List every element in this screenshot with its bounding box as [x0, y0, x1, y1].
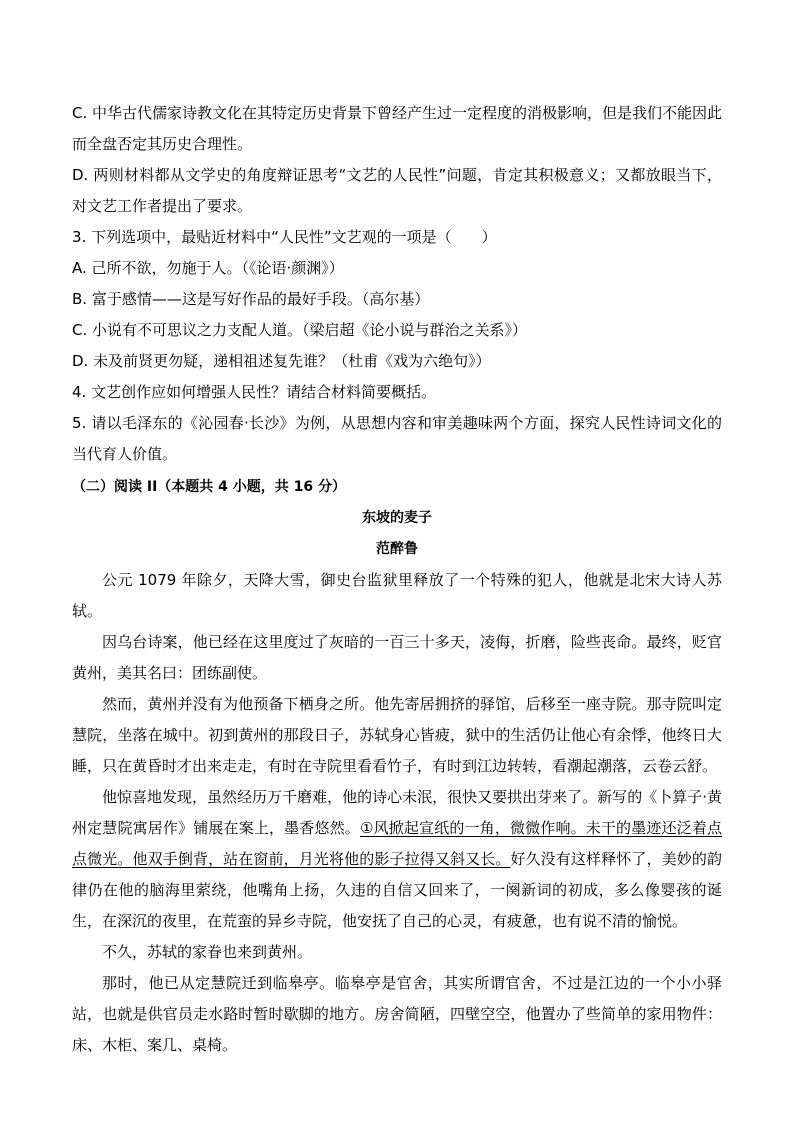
paragraph-4-post: 好久没有这样释怀了，美妙的韵律仍在他的脑海里萦绕，他嘴角上扬，久违的自信又回来了，一阕新词的初成，多么像婴孩的诞生，在深沉的夜里，在荒蛮的异乡寺院，他安抚了自己的心灵，有疲惫，也有说不清的愉悦。: [72, 850, 722, 930]
question-3-option-c: C. 小说有不可思议之力支配人道。（梁启超《论小说与群治之关系》）: [72, 321, 528, 339]
article-author: 范醉鲁: [376, 541, 418, 557]
underlined-sentence-1: ①风掀起宣纸的一角，微微作响。未干的墨迹还泛着点点微光。他双手倒背，站在窗前，月光将他的影子拉得又斜又长。: [72, 819, 722, 868]
article-paragraph-6: 那时，他已从定慧院迁到临皋亭。临皋亭是官舍，其实所谓官舍，不过是江边的一个小小驿站，也就是供官员走水路时暂时歇脚的地方。房舍简陋，四壁空空，他置办了些简单的家用物件：床、木柜、案几、桌椅。: [72, 974, 722, 1054]
question-3-option-a: A. 己所不欲，勿施于人。（《论语·颜渊》）: [72, 259, 344, 277]
option-c-prev: C. 中华古代儒家诗教文化在其特定历史背景下曾经产生过一定程度的消极影响，但是我们不能因此而全盘否定其历史合理性。: [72, 104, 723, 153]
article-title: 东坡的麦子: [362, 510, 432, 526]
question-3-stem: 3. 下列选项中，最贴近材料中“人民性”文艺观的一项是（ ）: [72, 228, 497, 246]
paragraph-4-pre: 他惊喜地发现，虽然经历万千磨难，他的诗心未泯，很快又要拱出芽来了。新写的《卜算子·黄州定慧院寓居作》铺展在案上，墨香悠然。: [72, 788, 722, 837]
article-paragraph-3: 然而，黄州并没有为他预备下栖身之所。他先寄居拥挤的驿馆，后移至一座寺院。那寺院叫定慧院，坐落在城中。初到黄州的那段日子，苏轼身心皆疲，狱中的生活仍让他心有余悸，他终日大睡，只在黄昏时才出来走走，有时在寺院里看看竹子，有时到江边转转，看潮起潮落，云卷云舒。: [72, 695, 722, 775]
question-4: 4. 文艺创作应如何增强人民性？请结合材料简要概括。: [72, 383, 437, 401]
document-page: [72, 98, 722, 1061]
question-3-option-d: D. 未及前贤更勿疑，递相祖述复先谁？（杜甫《戏为六绝句》）: [72, 352, 491, 370]
question-3-option-b: B. 富于感情——这是写好作品的最好手段。（高尔基）: [72, 290, 430, 308]
article-paragraph-1: 公元 1079 年除夕，天降大雪，御史台监狱里释放了一个特殊的犯人，他就是北宋大诗人苏轼。: [72, 571, 722, 620]
section-heading: （二）阅读 II（本题共 4 小题，共 16 分）: [72, 479, 347, 495]
article-paragraph-4: [72, 782, 722, 937]
question-5: 5. 请以毛泽东的《沁园春·长沙》为例，从思想内容和审美趣味两个方面，探究人民性诗词文化的当代育人价值。: [72, 414, 722, 463]
article-paragraph-2: 因乌台诗案，他已经在这里度过了灰暗的一百三十多天，凌侮，折磨，险些丧命。最终，贬官黄州，美其名曰：团练副使。: [72, 633, 722, 682]
option-d-prev: D. 两则材料都从文学史的角度辩证思考“文艺的人民性”问题，肯定其积极意义；又都放眼当下，对文艺工作者提出了要求。: [72, 166, 722, 215]
article-paragraph-5: 不久，苏轼的家眷也来到黄州。: [102, 943, 313, 961]
